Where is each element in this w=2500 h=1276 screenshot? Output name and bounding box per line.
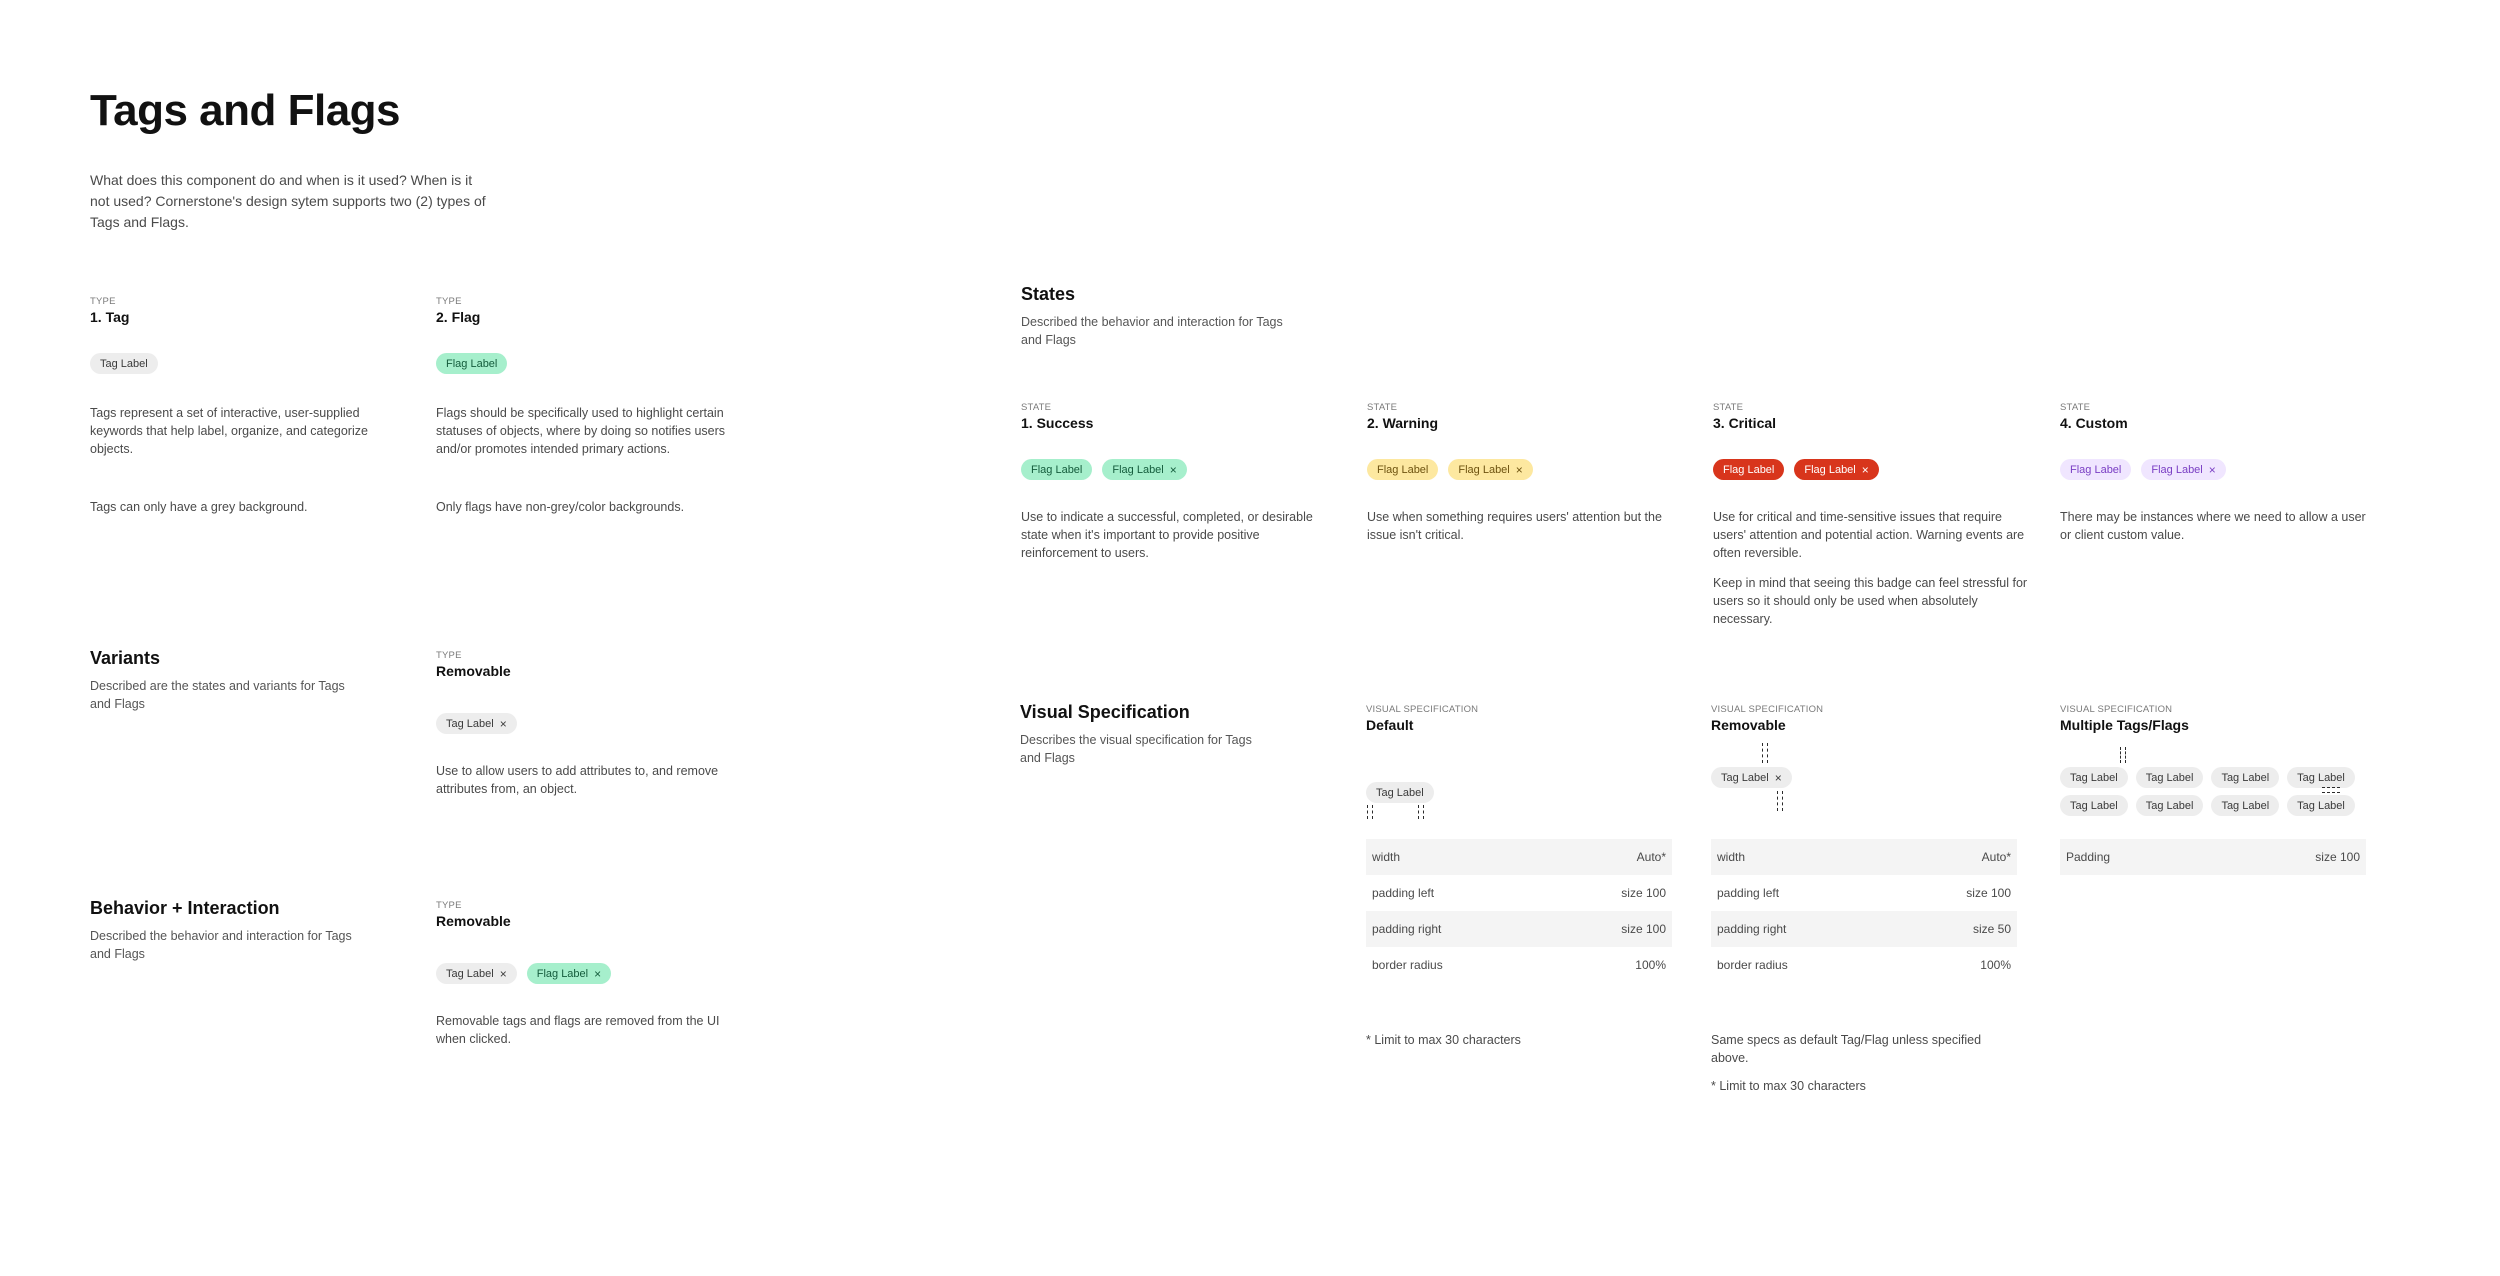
flag-chip-label: Flag Label <box>1723 463 1775 476</box>
type-desc: Flags should be specifically used to highlight certain statuses of objects, where by doing so notifies users and/or promotes intended primary actions. <box>436 406 726 456</box>
state-caption: STATE <box>1021 402 1052 413</box>
spec-note: * Limit to max 30 characters <box>1366 1033 1521 1047</box>
remove-icon: × <box>1774 770 1782 785</box>
remove-icon[interactable]: × <box>594 966 602 981</box>
gap-marker <box>2120 747 2121 763</box>
state-body: Use for critical and time-sensitive issues that require users' attention and potential action. Warning events are often reversible. <box>1713 510 2025 560</box>
state-warning <box>1367 402 1682 544</box>
tag-chip-label: Tag Label <box>1721 771 1769 784</box>
success-removable-flag-chip[interactable] <box>1102 459 1186 480</box>
behavior-caption: TYPE <box>436 900 462 911</box>
state-caption: STATE <box>1713 402 1744 413</box>
row-gap-marker <box>2322 787 2340 788</box>
states-intro <box>1021 284 1301 349</box>
warning-flag-chip[interactable] <box>1367 459 1438 480</box>
visual-spec-intro <box>1020 702 1260 767</box>
padding-right-marker <box>1423 805 1424 819</box>
type-desc: Tags represent a set of interactive, user-supplied keywords that help label, organize, and categorize objects. <box>90 406 368 456</box>
removable-flag-chip[interactable] <box>527 963 611 984</box>
tag-chip-label: Tag Label <box>100 357 148 370</box>
variant-body: Use to allow users to add attributes to, and remove attributes from, an object. <box>436 764 719 796</box>
flag-chip-label: Flag Label <box>1458 463 1510 476</box>
padding-right-marker <box>1777 791 1778 811</box>
spec-row: padding left size 100 <box>1717 886 2011 900</box>
states-desc: Described the behavior and interaction for Tags and Flags <box>1021 315 1283 347</box>
state-title: 3. Critical <box>1713 415 1777 431</box>
variants-intro <box>90 648 365 713</box>
tag-chip-label: Tag Label <box>1376 786 1424 799</box>
states-title: States <box>1021 284 1076 304</box>
removable-tag-chip[interactable] <box>436 963 517 984</box>
type-note: Tags can only have a grey background. <box>90 500 308 514</box>
critical-removable-flag-chip[interactable] <box>1794 459 1878 480</box>
behavior-body: Removable tags and flags are removed from the UI when clicked. <box>436 1014 720 1046</box>
padding-left-marker <box>1372 805 1373 819</box>
padding-right-marker <box>1418 805 1419 819</box>
tag-chip-label: Tag Label <box>446 967 494 980</box>
remove-icon[interactable]: × <box>1515 462 1523 477</box>
row-gap-marker <box>2322 792 2340 793</box>
spec-removable <box>1711 704 2021 1095</box>
flag-chip-label: Flag Label <box>1804 463 1856 476</box>
state-title: 2. Warning <box>1367 415 1439 431</box>
behavior-subtitle: Removable <box>436 913 511 929</box>
variants-removable <box>436 650 746 798</box>
spec-caption: VISUAL SPECIFICATION <box>1366 704 1479 715</box>
multi-tag-grid <box>2060 767 2355 816</box>
flag-chip-label: Flag Label <box>1377 463 1429 476</box>
custom-flag-chip[interactable] <box>2060 459 2131 480</box>
state-custom <box>2060 402 2375 544</box>
behavior-intro <box>90 898 365 963</box>
state-critical <box>1713 402 2031 628</box>
spec-title: Default <box>1366 717 1414 733</box>
tag-chip: Tag Label <box>2287 795 2355 816</box>
tag-chip: Tag Label <box>2211 767 2279 788</box>
flag-chip-label: Flag Label <box>1112 463 1164 476</box>
state-body: Use to indicate a successful, completed, or desirable state when it's important to provide positive reinforcement to users. <box>1021 510 1313 560</box>
behavior-title: Behavior + Interaction <box>90 898 280 918</box>
state-body: Use when something requires users' attention but the issue isn't critical. <box>1367 510 1662 542</box>
page-title: Tags and Flags <box>90 86 401 135</box>
spec-note: Same specs as default Tag/Flag unless specified above. <box>1711 1033 1982 1065</box>
flag-chip[interactable] <box>436 353 507 374</box>
variant-title: Removable <box>436 663 511 679</box>
spec-multiple <box>2060 704 2380 875</box>
flag-chip-label: Flag Label <box>536 967 589 980</box>
flag-chip-label: Flag Label <box>446 357 498 370</box>
visual-spec-title: Visual Specification <box>1020 702 1190 722</box>
state-caption: STATE <box>2060 402 2091 413</box>
spec-default-chip <box>1366 782 1434 803</box>
spec-table <box>1366 839 1672 983</box>
tag-chip: Tag Label <box>2136 795 2204 816</box>
variants-title: Variants <box>90 648 161 668</box>
remove-icon[interactable]: × <box>499 966 507 981</box>
state-body: There may be instances where we need to allow a user or client custom value. <box>2060 510 2366 542</box>
spec-removable-chip <box>1711 767 1792 788</box>
removable-tag-label: Tag Label <box>446 717 494 730</box>
page-intro: What does this component do and when is it used? When is it not used? Cornerstone's design sytem supports two (2) types of Tags and Flags. <box>90 172 486 230</box>
tag-chip: Tag Label <box>2211 795 2279 816</box>
spec-note: * Limit to max 30 characters <box>1711 1079 1866 1093</box>
type-title: 2. Flag <box>436 309 481 325</box>
padding-left-marker <box>1367 805 1368 819</box>
custom-removable-flag-chip[interactable] <box>2141 459 2225 480</box>
icon-gap-marker <box>1767 743 1768 763</box>
padding-right-marker <box>1782 791 1783 811</box>
spec-row: padding right size 100 <box>1366 911 1672 947</box>
removable-tag-chip[interactable] <box>436 713 517 734</box>
visual-spec-desc: Describes the visual specification for Tags and Flags <box>1020 733 1252 765</box>
tag-chip[interactable] <box>90 353 158 374</box>
critical-flag-chip[interactable] <box>1713 459 1784 480</box>
spec-caption: VISUAL SPECIFICATION <box>2060 704 2173 715</box>
remove-icon[interactable]: × <box>499 716 507 731</box>
variant-caption: TYPE <box>436 650 462 661</box>
tag-chip: Tag Label <box>2060 767 2128 788</box>
variants-desc: Described are the states and variants for Tags and Flags <box>90 679 345 711</box>
remove-icon[interactable]: × <box>1169 462 1177 477</box>
state-caption: STATE <box>1367 402 1398 413</box>
type-flag-section <box>436 296 726 516</box>
spec-caption: VISUAL SPECIFICATION <box>1711 704 1824 715</box>
spec-row: border radius 100% <box>1372 958 1666 972</box>
type-title: 1. Tag <box>90 309 130 325</box>
tag-chip: Tag Label <box>2287 767 2355 788</box>
spec-row: width Auto* <box>1711 839 2017 875</box>
state-body-2: Keep in mind that seeing this badge can feel stressful for users so it should only be used when absolutely necessary. <box>1713 576 2028 626</box>
type-note: Only flags have non-grey/color backgrounds. <box>436 500 685 514</box>
type-caption: TYPE <box>90 296 116 307</box>
tag-chip: Tag Label <box>2136 767 2204 788</box>
behavior-desc: Described the behavior and interaction for Tags and Flags <box>90 929 352 961</box>
gap-marker <box>2125 747 2126 763</box>
flag-chip-label: Flag Label <box>2070 463 2122 476</box>
type-tag-section <box>90 296 380 516</box>
type-caption: TYPE <box>436 296 462 307</box>
behavior-removable <box>436 900 746 1048</box>
spec-table <box>1711 839 2017 983</box>
state-title: 4. Custom <box>2060 415 2128 431</box>
spec-default <box>1366 704 1676 1049</box>
spec-row: padding right size 50 <box>1711 911 2017 947</box>
spec-row: border radius 100% <box>1717 958 2011 972</box>
spec-row: padding left size 100 <box>1372 886 1666 900</box>
spec-table <box>2060 839 2366 875</box>
tag-chip: Tag Label <box>2060 795 2128 816</box>
remove-icon[interactable]: × <box>1861 462 1869 477</box>
icon-gap-marker <box>1762 743 1763 763</box>
success-flag-chip[interactable] <box>1021 459 1092 480</box>
flag-chip-label: Flag Label <box>2151 463 2203 476</box>
warning-removable-flag-chip[interactable] <box>1448 459 1532 480</box>
remove-icon[interactable]: × <box>2208 462 2216 477</box>
spec-title: Removable <box>1711 717 1786 733</box>
spec-row: Padding size 100 <box>2060 839 2366 875</box>
state-title: 1. Success <box>1021 415 1094 431</box>
spec-title: Multiple Tags/Flags <box>2060 717 2189 733</box>
state-success <box>1021 402 1336 562</box>
spec-row: width Auto* <box>1366 839 1672 875</box>
flag-chip-label: Flag Label <box>1031 463 1083 476</box>
